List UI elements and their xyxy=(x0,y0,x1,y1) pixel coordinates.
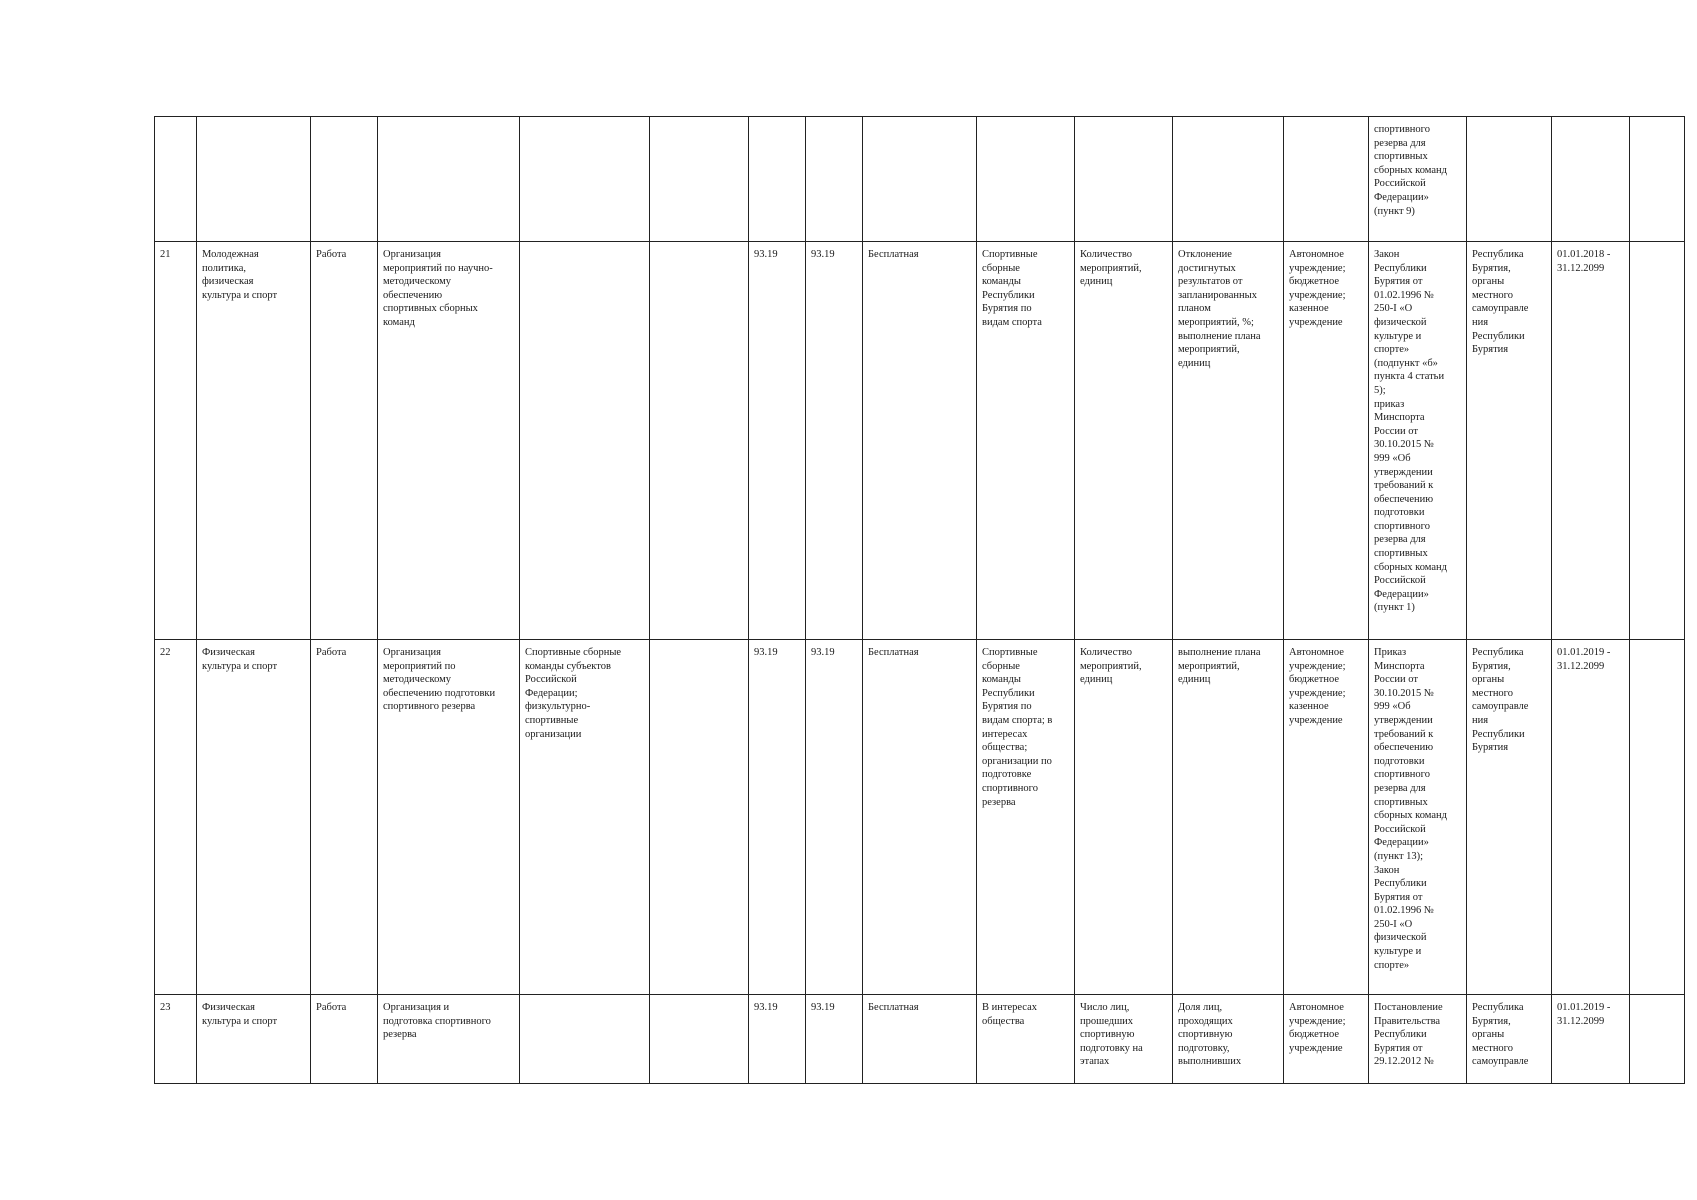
table-row xyxy=(155,640,1685,995)
table-row xyxy=(155,117,1685,242)
validity-period: 01.01.2019 - 31.12.2099 xyxy=(1552,995,1630,1084)
table-row xyxy=(155,242,1685,640)
volume-indicator: Количество мероприятий, единиц xyxy=(1075,640,1173,995)
payment-type: Бесплатная xyxy=(863,995,977,1084)
institution-type xyxy=(1284,117,1369,242)
empty-cell xyxy=(1630,242,1685,640)
okved-code: 93.19 xyxy=(749,640,806,995)
validity-period: 01.01.2019 - 31.12.2099 xyxy=(1552,640,1630,995)
authority: Республика Бурятия, органы местного самоуправле xyxy=(1467,995,1552,1084)
registry-table xyxy=(154,116,1685,1084)
row-number: 23 xyxy=(155,995,197,1084)
consumers xyxy=(520,242,650,640)
volume-indicator: Количество мероприятий, единиц xyxy=(1075,242,1173,640)
row-number xyxy=(155,117,197,242)
quality-indicator: Доля лиц, проходящих спортивную подготовку, выполнивших xyxy=(1173,995,1284,1084)
authority xyxy=(1467,117,1552,242)
consumer-category: Спортивные сборные команды Республики Бурятия по видам спорта xyxy=(977,242,1075,640)
volume-indicator xyxy=(1075,117,1173,242)
empty-cell xyxy=(650,242,749,640)
legal-basis: Закон Республики Бурятия от 01.02.1996 № 250-I «О физической культуре и спорте» (подпункт «б» пункта 4 статьи 5); приказ Минспорта России от 30.10.2015 № 999 «Об утверждении требований к обеспечению подготовки спортивного резерва для спортивных сборных команд Российской Федерации» (пункт 1) xyxy=(1369,242,1467,640)
consumers xyxy=(520,117,650,242)
institution-type: Автономное учреждение; бюджетное учреждение; казенное учреждение xyxy=(1284,640,1369,995)
legal-basis: спортивного резерва для спортивных сборных команд Российской Федерации» (пункт 9) xyxy=(1369,117,1467,242)
okved-code xyxy=(806,117,863,242)
empty-cell xyxy=(1630,117,1685,242)
work-type: Работа xyxy=(311,640,378,995)
row-number: 22 xyxy=(155,640,197,995)
work-name: Организация и подготовка спортивного резерва xyxy=(378,995,520,1084)
volume-indicator: Число лиц, прошедших спортивную подготовку на этапах xyxy=(1075,995,1173,1084)
empty-cell xyxy=(1630,995,1685,1084)
okved-code: 93.19 xyxy=(806,242,863,640)
legal-basis: Постановление Правительства Республики Бурятия от 29.12.2012 № xyxy=(1369,995,1467,1084)
validity-period xyxy=(1552,117,1630,242)
consumers: Спортивные сборные команды субъектов Российской Федерации; физкультурно- спортивные организации xyxy=(520,640,650,995)
institution-type: Автономное учреждение; бюджетное учреждение; казенное учреждение xyxy=(1284,242,1369,640)
work-name: Организация мероприятий по методическому обеспечению подготовки спортивного резерва xyxy=(378,640,520,995)
empty-cell xyxy=(650,640,749,995)
institution-type: Автономное учреждение; бюджетное учреждение xyxy=(1284,995,1369,1084)
okved-code: 93.19 xyxy=(749,242,806,640)
activity-sphere xyxy=(197,117,311,242)
work-type: Работа xyxy=(311,242,378,640)
work-name: Организация мероприятий по научно- методическому обеспечению спортивных сборных команд xyxy=(378,242,520,640)
quality-indicator xyxy=(1173,117,1284,242)
activity-sphere: Физическая культура и спорт xyxy=(197,995,311,1084)
row-number: 21 xyxy=(155,242,197,640)
consumer-category xyxy=(977,117,1075,242)
consumers xyxy=(520,995,650,1084)
okved-code xyxy=(749,117,806,242)
work-type: Работа xyxy=(311,995,378,1084)
payment-type: Бесплатная xyxy=(863,242,977,640)
activity-sphere: Физическая культура и спорт xyxy=(197,640,311,995)
empty-cell xyxy=(650,995,749,1084)
empty-cell xyxy=(650,117,749,242)
work-name xyxy=(378,117,520,242)
table-row xyxy=(155,995,1685,1084)
activity-sphere: Молодежная политика, физическая культура и спорт xyxy=(197,242,311,640)
payment-type: Бесплатная xyxy=(863,640,977,995)
quality-indicator: выполнение плана мероприятий, единиц xyxy=(1173,640,1284,995)
empty-cell xyxy=(1630,640,1685,995)
okved-code: 93.19 xyxy=(806,640,863,995)
consumer-category: В интересах общества xyxy=(977,995,1075,1084)
okved-code: 93.19 xyxy=(749,995,806,1084)
work-type xyxy=(311,117,378,242)
consumer-category: Спортивные сборные команды Республики Бурятия по видам спорта; в интересах общества; организации по подготовке спортивного резерва xyxy=(977,640,1075,995)
payment-type xyxy=(863,117,977,242)
authority: Республика Бурятия, органы местного самоуправле ния Республики Бурятия xyxy=(1467,242,1552,640)
legal-basis: Приказ Минспорта России от 30.10.2015 № 999 «Об утверждении требований к обеспечению подготовки спортивного резерва для спортивных сборных команд Российской Федерации» (пункт 13); Закон Республики Бурятия от 01.02.1996 № 250-I «О физической культуре и спорте» xyxy=(1369,640,1467,995)
authority: Республика Бурятия, органы местного самоуправле ния Республики Бурятия xyxy=(1467,640,1552,995)
validity-period: 01.01.2018 - 31.12.2099 xyxy=(1552,242,1630,640)
quality-indicator: Отклонение достигнутых результатов от запланированных планом мероприятий, %; выполнение плана мероприятий, единиц xyxy=(1173,242,1284,640)
okved-code: 93.19 xyxy=(806,995,863,1084)
